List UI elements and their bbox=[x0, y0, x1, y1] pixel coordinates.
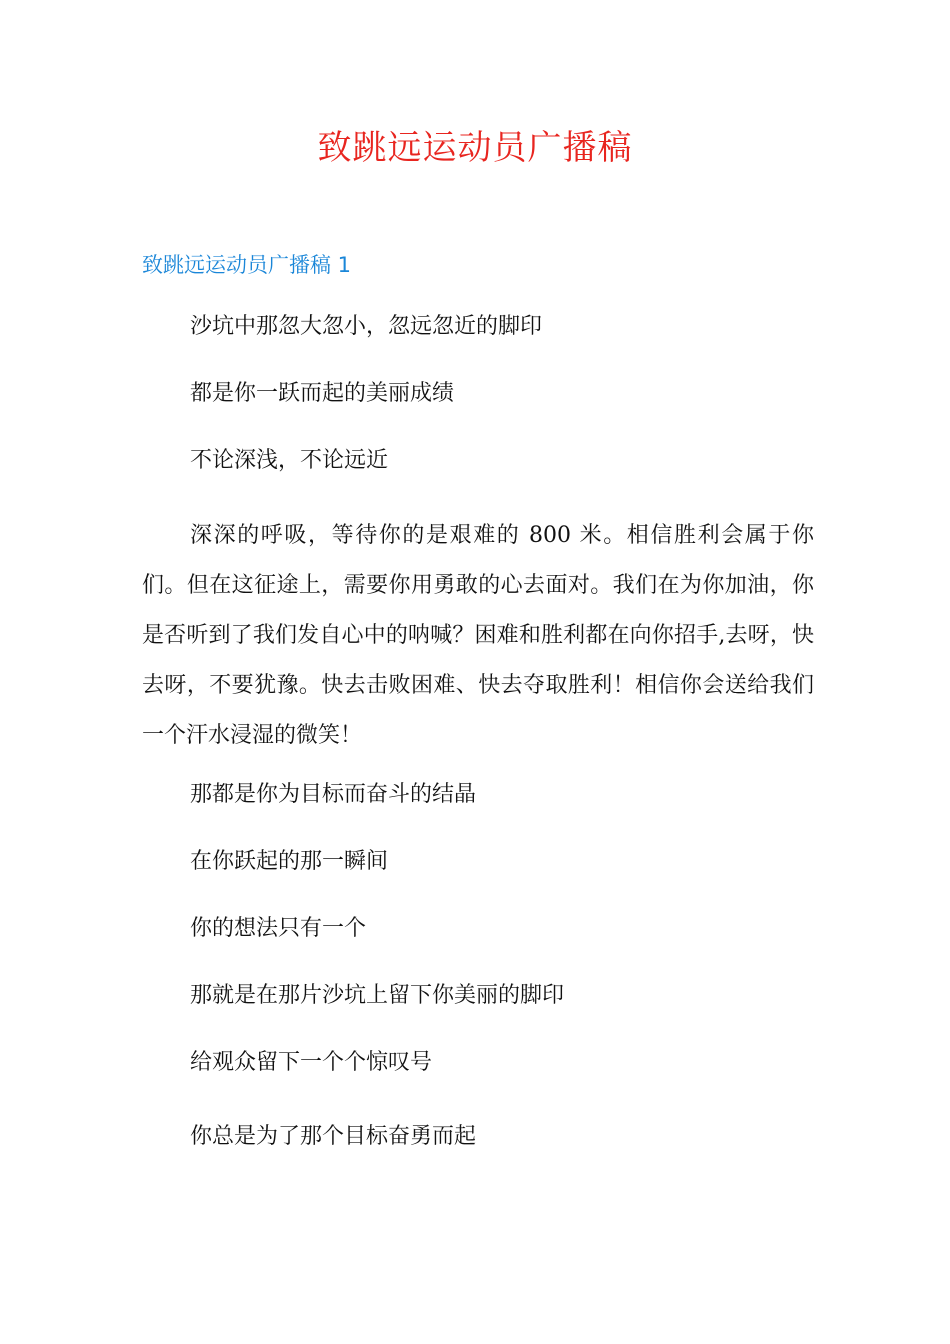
body-paragraph: 深深的呼吸，等待你的是艰难的 800 米。相信胜利会属于你们。但在这征途上，需要你用勇敢的心去面对。我们在为你加油，你是否听到了我们发自心中的呐喊？困难和胜利都在向你招手,去呀，快去呀，不要犹豫。快去击败困难、快去夺取胜利！相信你会送给我们一个汗水浸湿的微笑！ bbox=[142, 523, 814, 748]
poem-line: 那就是在那片沙坑上留下你美丽的脚印 bbox=[190, 983, 565, 1008]
poem-line: 给观众留下一个个惊叹号 bbox=[190, 1050, 433, 1075]
poem-line: 你的想法只有一个 bbox=[190, 916, 367, 941]
poem-line: 沙坑中那忽大忽小，忽远忽近的脚印 bbox=[190, 314, 543, 339]
document-title: 致跳远运动员广播稿 bbox=[317, 128, 633, 168]
section-heading: 致跳远运动员广播稿 1 bbox=[142, 253, 352, 277]
poem-line: 那都是你为目标而奋斗的结晶 bbox=[190, 782, 477, 807]
poem-line: 在你跃起的那一瞬间 bbox=[190, 849, 389, 874]
poem-line: 都是你一跃而起的美丽成绩 bbox=[190, 381, 455, 406]
poem-line: 不论深浅，不论远近 bbox=[190, 448, 389, 473]
poem-line: 你总是为了那个目标奋勇而起 bbox=[190, 1124, 477, 1149]
